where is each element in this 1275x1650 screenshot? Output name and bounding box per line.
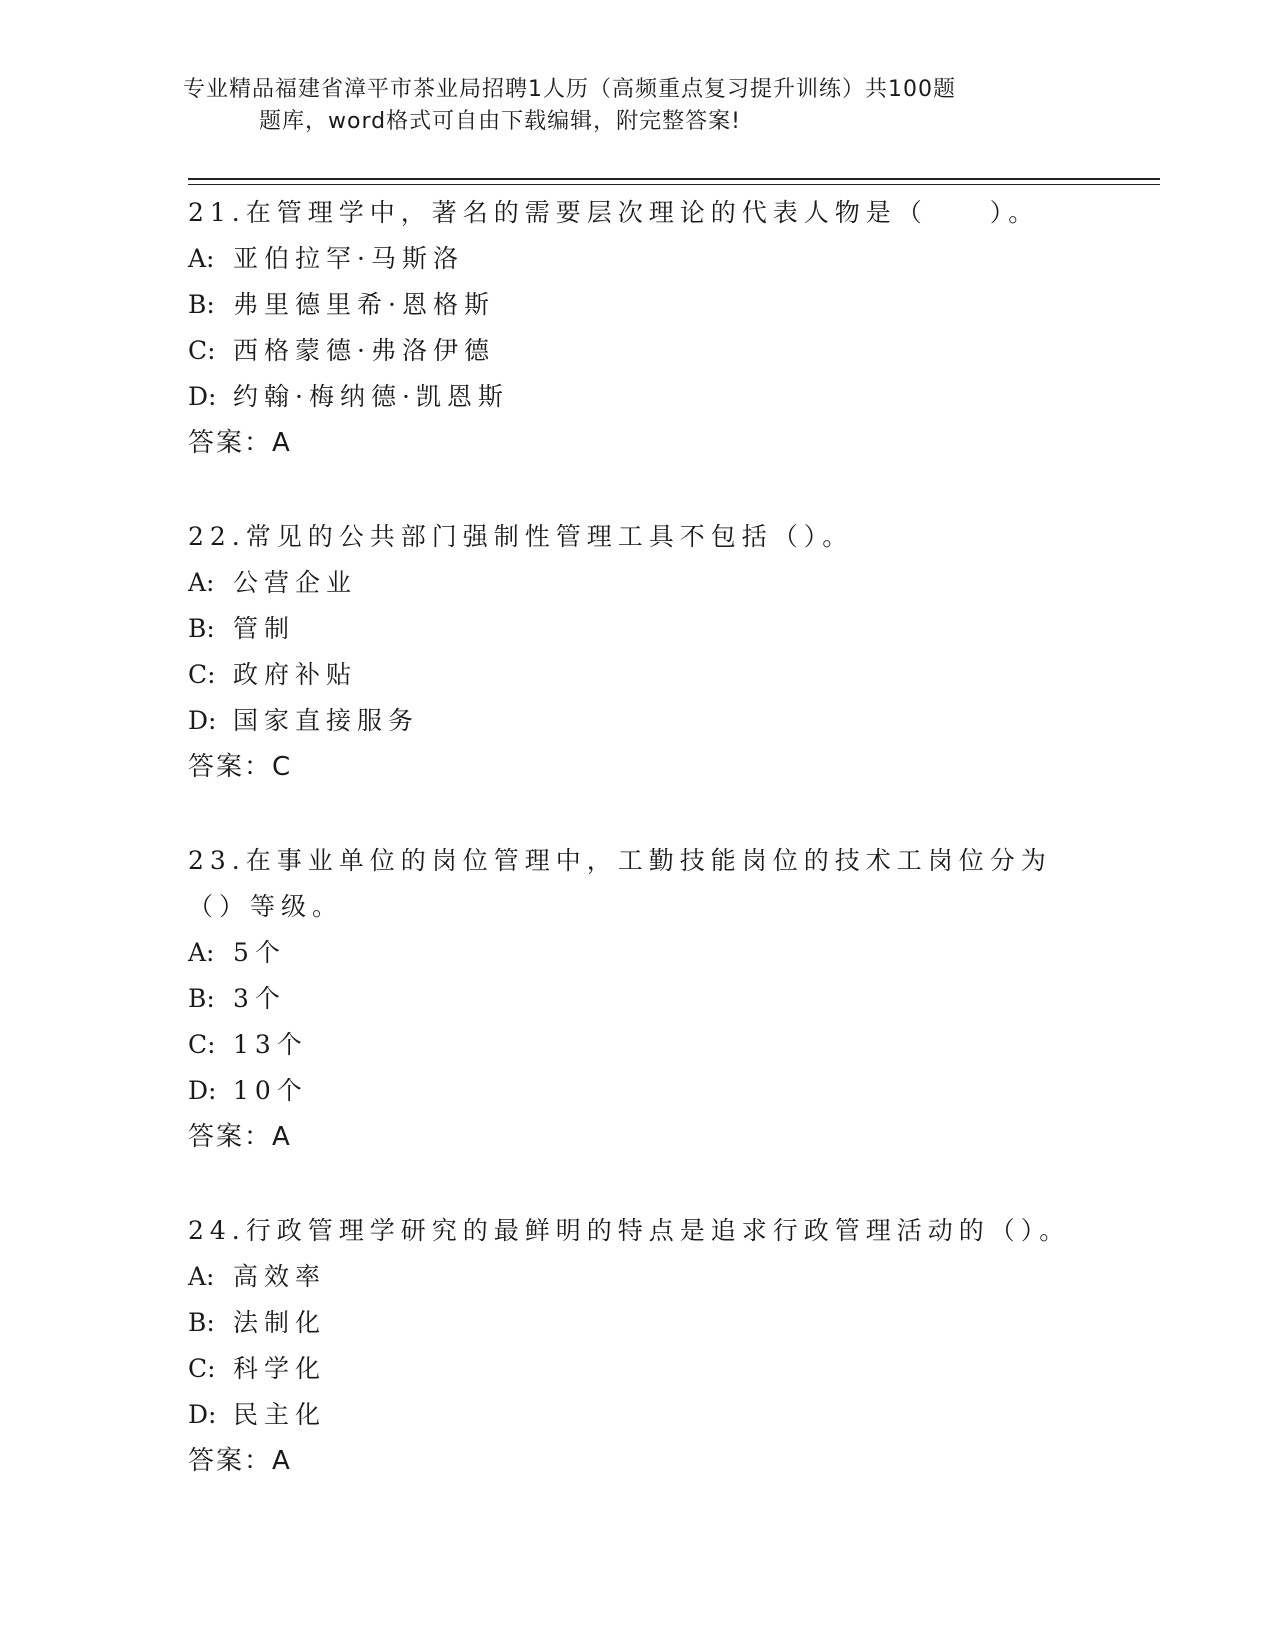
option-text: 政府补贴 — [233, 660, 358, 689]
document-title-line-2: 题库，word格式可自由下载编辑，附完整答案! — [259, 109, 741, 134]
option-b — [188, 1300, 1088, 1346]
answer-line: 答案：C — [188, 752, 293, 782]
question-text: 24.行政管理学研究的最鲜明的特点是追求行政管理活动的（）。 — [188, 1216, 1071, 1245]
option-key: B: — [188, 984, 215, 1013]
option-c — [188, 1346, 1088, 1392]
option-d — [188, 374, 1088, 420]
option-key: B: — [188, 1308, 215, 1337]
option-key: D: — [188, 1400, 217, 1429]
option-text: 亚伯拉罕·马斯洛 — [233, 244, 464, 273]
option-text: 法制化 — [233, 1308, 327, 1337]
option-text: 13个 — [233, 1030, 308, 1059]
option-text: 民主化 — [233, 1400, 327, 1429]
option-key: C: — [188, 336, 216, 365]
header-divider-thick — [188, 178, 1160, 180]
question-text: 22.常见的公共部门强制性管理工具不包括（）。 — [188, 522, 854, 551]
option-b — [188, 976, 1088, 1022]
question-text: 21.在管理学中，著名的需要层次理论的代表人物是（ ）。 — [188, 198, 1040, 227]
option-key: D: — [188, 706, 217, 735]
option-text: 国家直接服务 — [233, 706, 420, 735]
option-c — [188, 1022, 1088, 1068]
option-text: 公营企业 — [233, 568, 358, 597]
option-key: C: — [188, 660, 216, 689]
answer-line: 答案：A — [188, 428, 292, 458]
option-b — [188, 606, 1088, 652]
option-a — [188, 236, 1088, 282]
question-21 — [188, 190, 1088, 466]
option-d — [188, 1392, 1088, 1438]
answer-line: 答案：A — [188, 1122, 292, 1152]
option-text: 5个 — [233, 938, 286, 967]
option-key: D: — [188, 382, 217, 411]
option-key: A: — [188, 1262, 215, 1291]
question-list — [188, 190, 1088, 1532]
option-d — [188, 1068, 1088, 1114]
option-key: C: — [188, 1354, 216, 1383]
option-text: 3个 — [233, 984, 286, 1013]
option-b — [188, 282, 1088, 328]
header-divider-thin — [188, 184, 1160, 185]
option-c — [188, 652, 1088, 698]
option-text: 弗里德里希·恩格斯 — [233, 290, 495, 319]
option-text: 10个 — [233, 1076, 308, 1105]
answer-line: 答案：A — [188, 1446, 292, 1476]
option-text: 管制 — [233, 614, 296, 643]
question-22 — [188, 514, 1088, 790]
question-text: 23.在事业单位的岗位管理中，工勤技能岗位的技术工岗位分为（）等级。 — [188, 846, 1052, 921]
option-text: 高效率 — [233, 1262, 327, 1291]
option-key: C: — [188, 1030, 216, 1059]
option-key: D: — [188, 1076, 217, 1105]
document-header — [183, 74, 1043, 138]
option-key: B: — [188, 614, 215, 643]
option-key: A: — [188, 938, 215, 967]
question-24 — [188, 1208, 1088, 1484]
option-a — [188, 1254, 1088, 1300]
option-d — [188, 698, 1088, 744]
option-text: 约翰·梅纳德·凯恩斯 — [233, 382, 509, 411]
option-c — [188, 328, 1088, 374]
option-key: A: — [188, 568, 215, 597]
document-title-line-1: 专业精品福建省漳平市茶业局招聘1人历（高频重点复习提升训练）共100题 — [183, 77, 956, 102]
option-text: 西格蒙德·弗洛伊德 — [233, 336, 495, 365]
option-a — [188, 560, 1088, 606]
question-23 — [188, 838, 1088, 1160]
option-a — [188, 930, 1088, 976]
option-key: B: — [188, 290, 215, 319]
option-text: 科学化 — [233, 1354, 327, 1383]
option-key: A: — [188, 244, 215, 273]
